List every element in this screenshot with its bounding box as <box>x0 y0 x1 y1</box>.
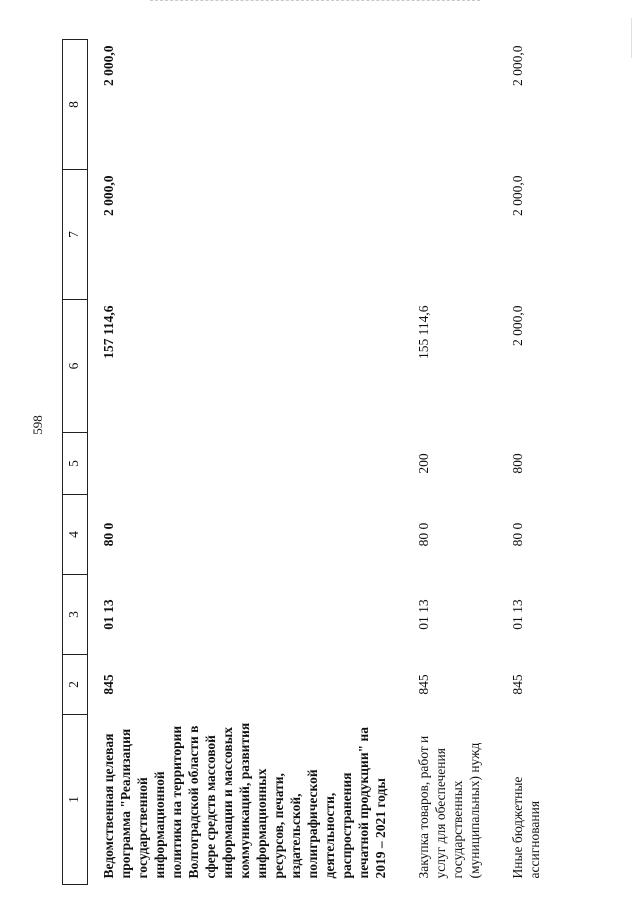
row-target-article: 80 0 <box>510 522 525 547</box>
row-expense-type: 200 <box>416 453 431 474</box>
row-name: Ведомственная целевая программа "Реализация государственной информационной политики на территории Волгоградской области в сфере средств массовой информации и массовых коммуникаций, развития информационных ресурсов, печати, издательской, полиграфической деятельности, распространения печатной продукции" на 2019 – 2021 годы <box>101 722 388 879</box>
row-name: Закупка товаров, работ и услуг для обеспечения государственных (муниципальных) нужд <box>416 735 482 879</box>
table-row <box>403 40 497 885</box>
table-row <box>88 40 404 885</box>
column-header: 1 <box>63 715 88 885</box>
table-header-row <box>63 40 88 885</box>
column-header: 3 <box>63 575 88 655</box>
column-header: 7 <box>63 170 88 300</box>
row-section-code: 01 13 <box>101 599 116 630</box>
row-amount-col6: 157 114,6 <box>101 305 116 359</box>
table-row <box>497 40 557 885</box>
column-header: 5 <box>63 433 88 495</box>
scan-edge-artifact <box>150 0 480 3</box>
row-amount-col7: 2 000,0 <box>510 175 525 216</box>
row-amount-col8 <box>403 40 497 170</box>
row-amount-col7 <box>403 170 497 300</box>
row-amount-col6: 2 000,0 <box>510 305 525 346</box>
row-section-code: 01 13 <box>510 599 525 630</box>
column-header: 8 <box>63 40 88 170</box>
page-number: 598 <box>30 415 45 435</box>
row-ministry-code: 845 <box>416 674 431 695</box>
row-amount-col8: 2 000,0 <box>510 45 525 86</box>
row-name: Иные бюджетные ассигнования <box>510 776 542 879</box>
column-header: 4 <box>63 495 88 575</box>
row-expense-type: 800 <box>510 453 525 474</box>
column-header: 2 <box>63 655 88 715</box>
row-amount-col7: 2 000,0 <box>101 175 116 216</box>
row-ministry-code: 845 <box>101 674 116 695</box>
column-header: 6 <box>63 300 88 433</box>
row-expense-type <box>88 433 404 495</box>
row-target-article: 80 0 <box>416 522 431 547</box>
row-target-article: 80 0 <box>101 522 116 547</box>
scan-edge-artifact-right <box>631 18 632 58</box>
row-ministry-code: 845 <box>510 674 525 695</box>
rotated-page <box>20 40 620 885</box>
budget-table <box>62 39 557 885</box>
row-amount-col6: 155 114,6 <box>416 305 431 359</box>
row-amount-col8: 2 000,0 <box>101 45 116 86</box>
row-section-code: 01 13 <box>416 599 431 630</box>
